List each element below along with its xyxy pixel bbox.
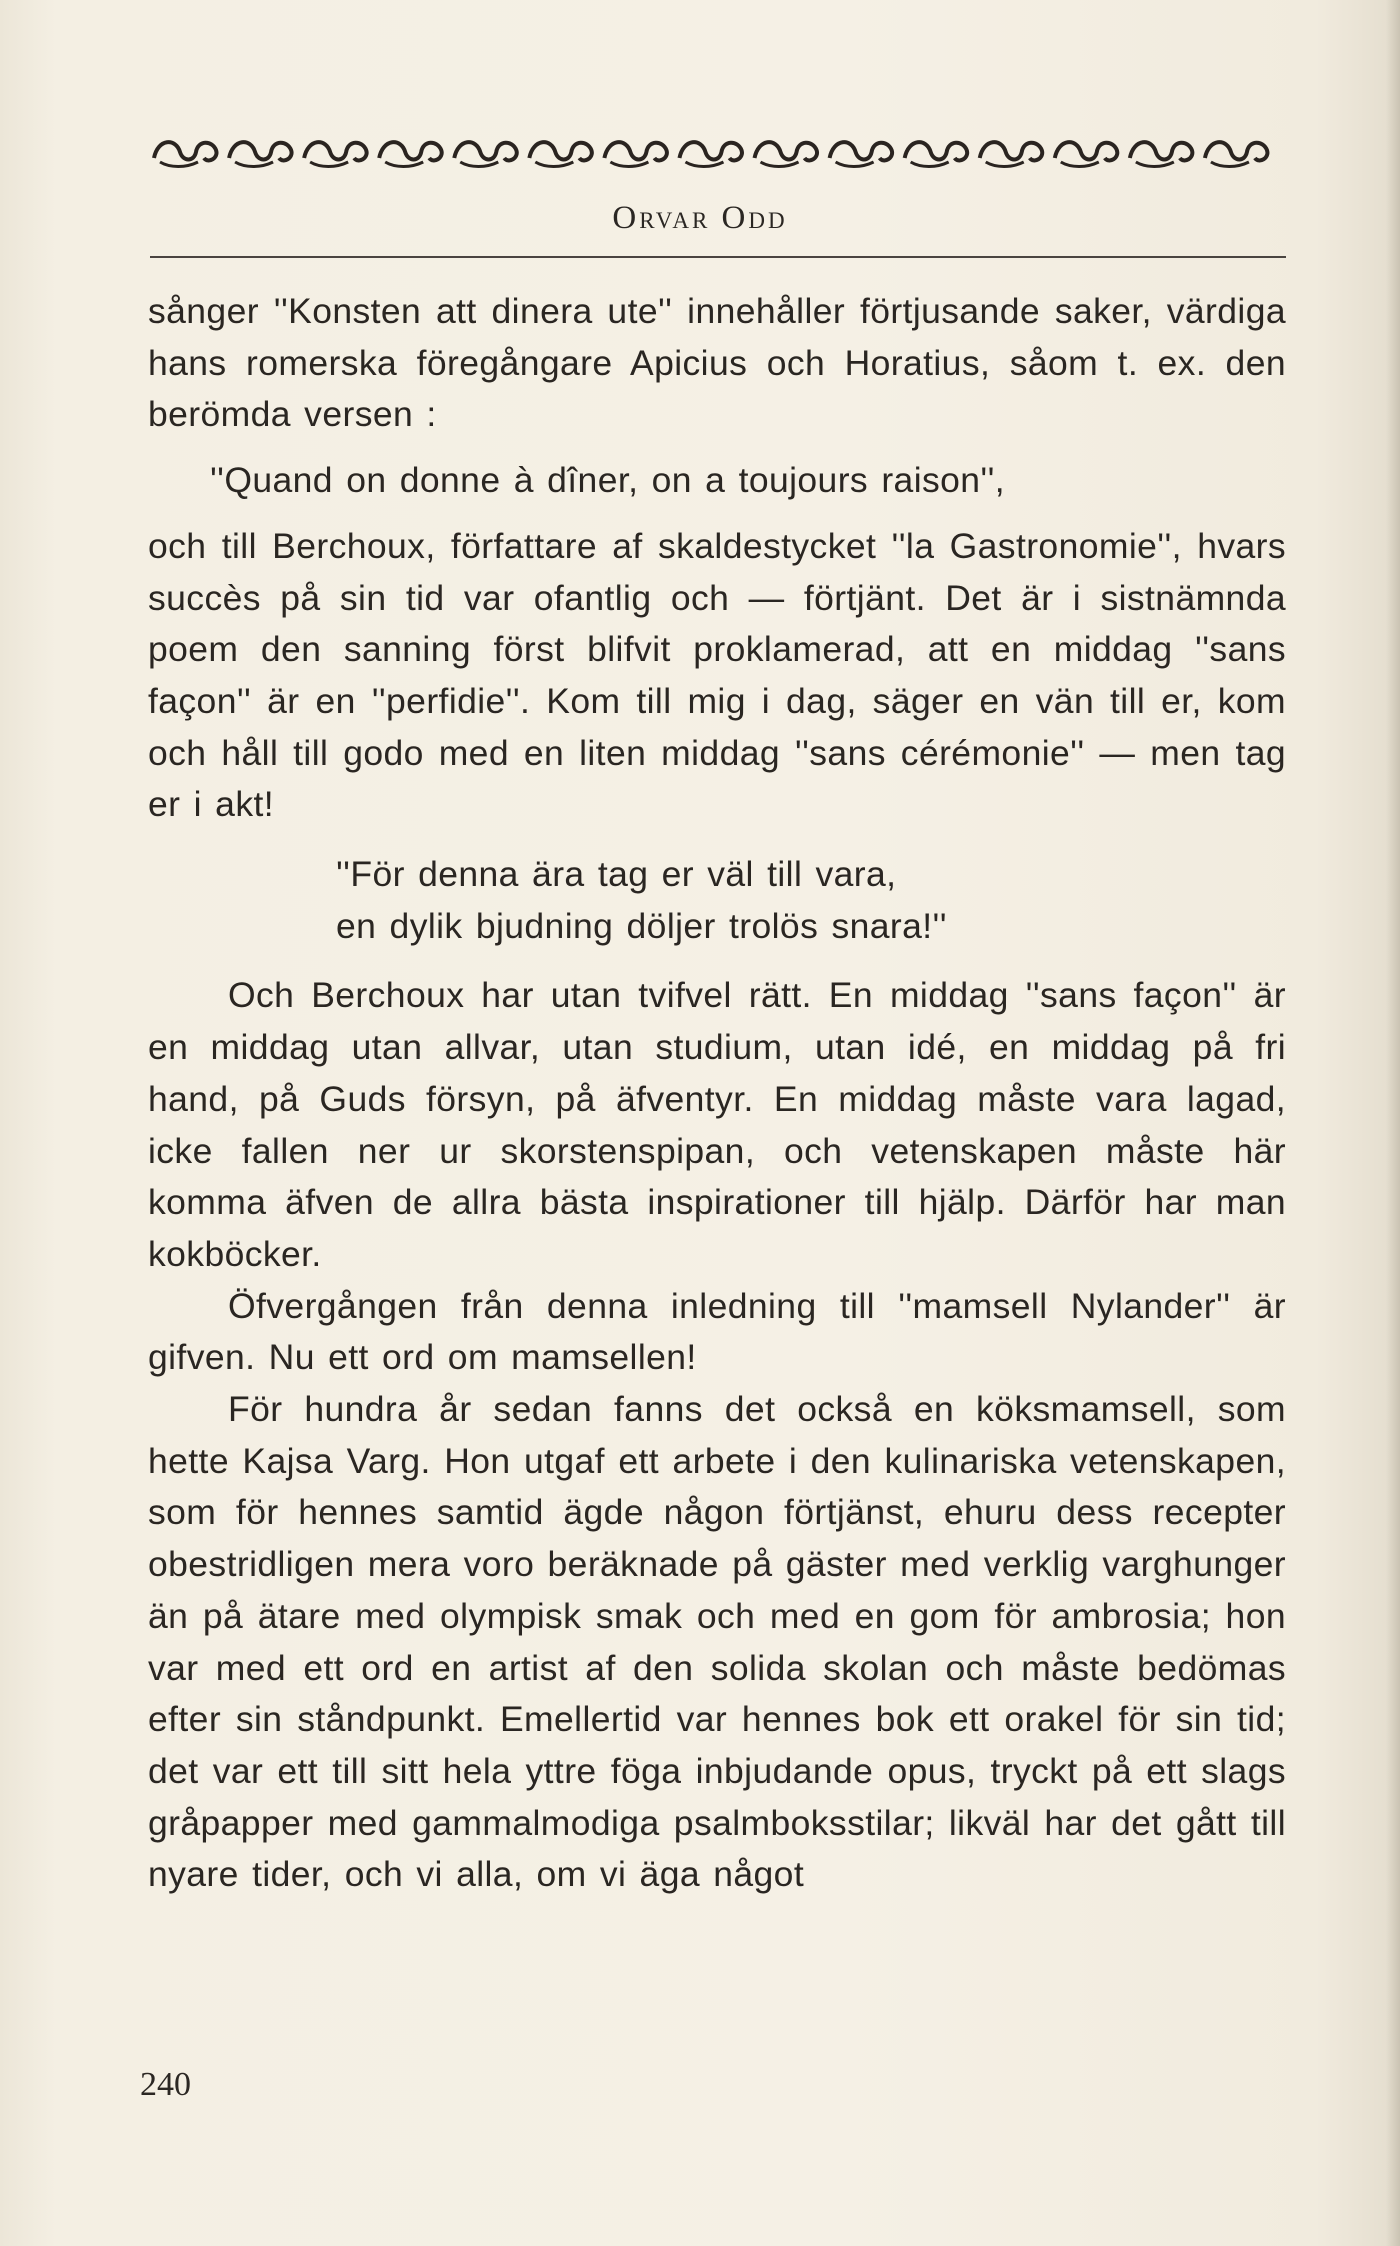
ornament-scroll [385, 162, 423, 167]
body-text [148, 286, 1286, 1901]
verse-line-2: en dylik bjudning döljer trolös snara!'' [336, 905, 947, 946]
ornament-scroll [679, 142, 742, 160]
verse-line-1: ''För denna ära tag er väl till vara, [336, 854, 897, 895]
ornament-scroll [460, 162, 498, 167]
ornament-scroll [986, 162, 1024, 167]
ornament-scroll [160, 162, 198, 167]
ornament-scroll [235, 162, 273, 167]
quotation-line: ''Quand on donne à dîner, on a toujours raison'', [210, 460, 1006, 501]
ornament-scroll [535, 162, 573, 167]
ornament-scroll [1061, 162, 1099, 167]
ornament-scroll [604, 142, 667, 160]
ornament-scroll [980, 142, 1043, 160]
paragraph-4: Öfvergången från denna inledning till ''mamsell Nylander'' är gifven. Nu ett ord om mamsellen! [148, 1285, 1286, 1378]
ornament-scroll [911, 162, 949, 167]
ornament-scroll [836, 162, 874, 167]
paragraph-3: Och Berchoux har utan tvifvel rätt. En middag ''sans façon'' är en middag utan allvar, utan studium, utan idé, en middag på fri hand, på Guds försyn, på äfventyr. En middag måste vara lagad, icke fallen ner ur skorstenspipan, och vetenskapen måste här komma äfven de allra bästa inspirationer till hjälp. Därför har man kokböcker. [148, 975, 1286, 1274]
running-head-title: Orvar Odd [612, 200, 788, 236]
ornament-scroll [310, 162, 348, 167]
scroll-border-ornament-icon [150, 132, 1276, 172]
ornament-scroll [379, 142, 442, 160]
ornament-scroll [529, 142, 592, 160]
ornament-scroll [761, 162, 799, 167]
header-rule [150, 256, 1286, 258]
ornament-scroll [610, 162, 648, 167]
page-edge-shadow [1386, 0, 1400, 2246]
ornament-scroll [1136, 162, 1174, 167]
paragraph-1: sånger ''Konsten att dinera ute'' innehåller förtjusande saker, värdiga hans romerska föregångare Apicius och Horatius, såom t. ex. den berömda versen : [148, 291, 1286, 435]
ornament-scroll [1130, 142, 1193, 160]
ornament-scroll [454, 142, 517, 160]
ornament-scroll [685, 162, 723, 167]
ornament-scroll [905, 142, 968, 160]
ornament-scroll [154, 142, 217, 160]
ornament-scroll [1211, 162, 1249, 167]
ornament-scroll [229, 142, 292, 160]
ornament-scroll [1055, 142, 1118, 160]
ornament-scroll [830, 142, 893, 160]
page-number: 240 [140, 2066, 191, 2103]
ornament-scroll [1205, 142, 1268, 160]
ornament-scroll [304, 142, 367, 160]
paragraph-2: och till Berchoux, författare af skaldestycket ''la Gastronomie'', hvars succès på sin tid var ofantlig och — förtjänt. Det är i sistnämnda poem den sanning först blifvit proklamerad, att en middag ''sans façon'' är en ''perfidie''. Kom till mig i dag, säger en vän till er, kom och håll till godo med en liten middag ''sans cérémonie'' — men tag er i akt! [148, 525, 1286, 825]
ornament-scroll [755, 142, 818, 160]
paragraph-5: För hundra år sedan fanns det också en köksmamsell, som hette Kajsa Varg. Hon utgaf ett arbete i den kulinariska vetenskapen, som för hennes samtid ägde någon förtjänst, ehuru dess recepter obestridligen mera voro beräknade på gäster med verklig varghunger än på ätare med olympisk smak och med en gom för ambrosia; hon var med ett ord en artist af den solida skolan och måste bedömas efter sin ståndpunkt. Emellertid var hennes bok ett orakel för sin tid; det var ett till sitt hela yttre föga inbjudande opus, tryckt på ett slags gråpapper med gammalmodiga psalmboksstilar; likväl har det gått till nyare tider, och vi alla, om vi äga något [148, 1389, 1286, 1895]
verse-block [148, 849, 1286, 952]
